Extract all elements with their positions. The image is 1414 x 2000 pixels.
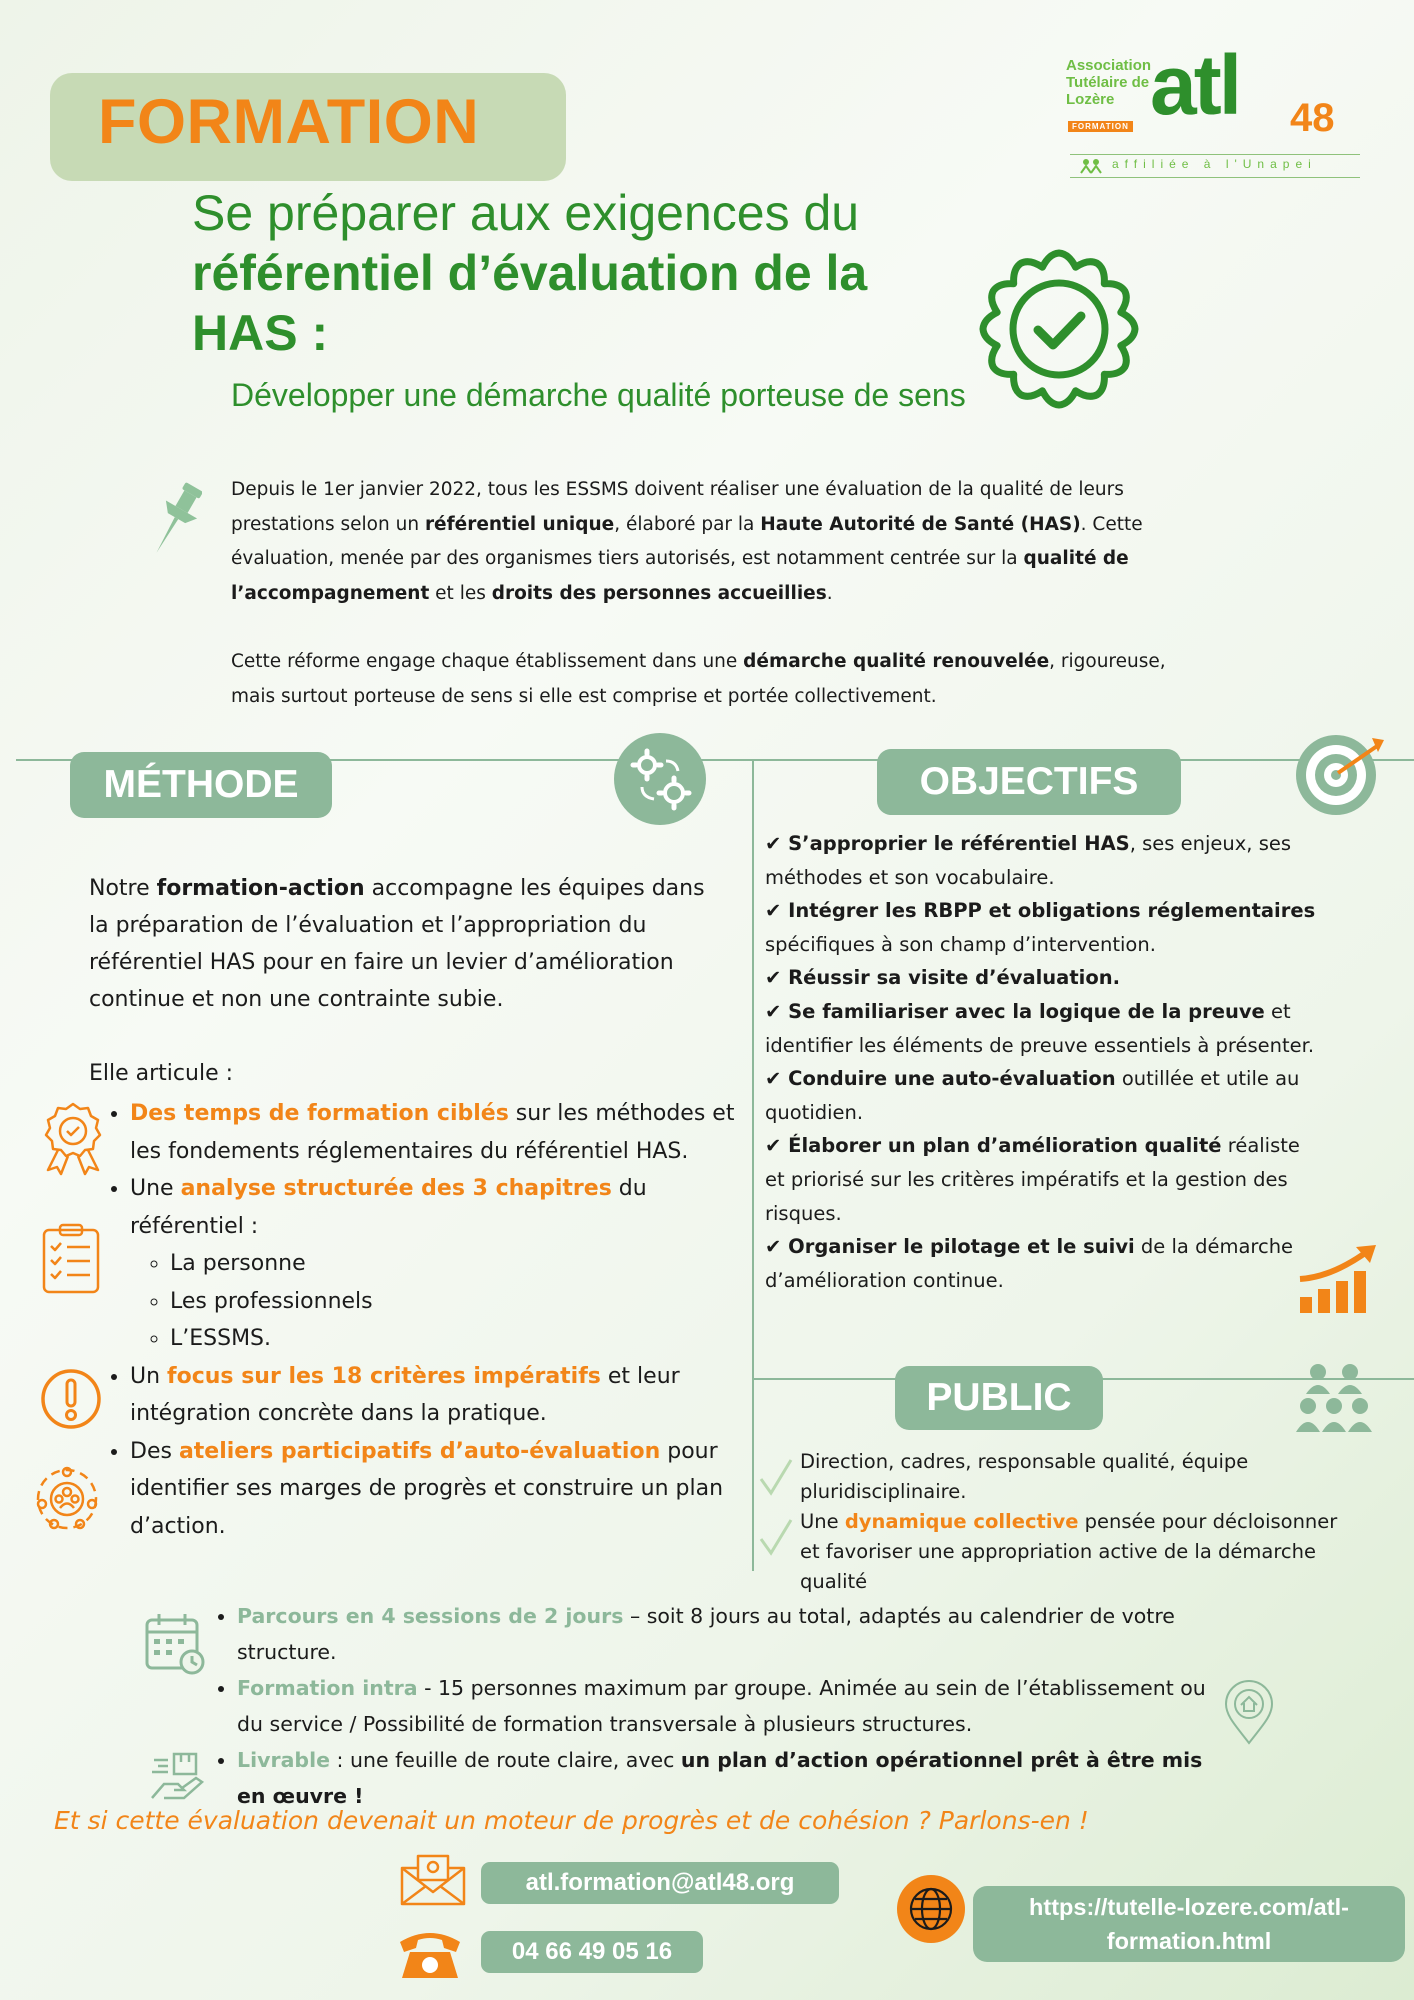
quality-badge-icon: [978, 248, 1140, 410]
chapter-list: [130, 1245, 750, 1358]
text-run: sur les méthodes et les fondements réglementaires du référentiel HAS.: [130, 1101, 735, 1164]
text-run: accompagne les équipes dans la préparation de l’évaluation et l’appropriation du référentiel HAS pour en faire un levier d’amélioration continue et non une contrainte subie.: [89, 876, 705, 1012]
methode-paragraph: [89, 870, 709, 1018]
info-item: [237, 1742, 1237, 1814]
public-list: [800, 1447, 1340, 1597]
text-run: formation-action: [156, 876, 365, 901]
workshop-group-icon: [34, 1466, 100, 1532]
text-run: Une: [800, 1510, 845, 1533]
objective-item: [765, 1062, 1325, 1129]
email-link[interactable]: atl.formation@atl48.org: [481, 1862, 839, 1904]
objective-item: [765, 894, 1325, 961]
globe-icon: [896, 1874, 966, 1944]
text-run: analyse structurée des 3 chapitres: [180, 1176, 612, 1201]
intro-paragraph-1: [231, 473, 1211, 611]
info-item: [237, 1598, 1237, 1670]
gears-icon: [614, 733, 706, 825]
text-run: . Cette évaluation, menée par des organismes tiers autorisés, est notamment centrée sur la: [231, 513, 1143, 570]
text-run: Se familiariser avec la logique de la preuve: [788, 999, 1265, 1023]
text-run: démarche qualité renouvelée: [743, 651, 1050, 673]
banner-title: FORMATION: [98, 87, 480, 157]
check-icon: ✔: [765, 832, 789, 855]
intro-paragraph-2: [231, 645, 1211, 714]
methode-heading: MÉTHODE: [70, 752, 332, 818]
logo-line-1: Association: [1066, 57, 1152, 74]
checklist-icon: [40, 1222, 102, 1294]
chapter-item: ◦ La personne: [170, 1245, 750, 1283]
public-item: [800, 1447, 1340, 1507]
check-icon: ✔: [765, 999, 789, 1023]
text-run: de la démarche d’amélioration continue.: [765, 1235, 1294, 1292]
text-run: Notre: [89, 876, 157, 901]
text-run: un plan d’action opérationnel prêt à être mis en œuvre !: [237, 1748, 1203, 1808]
check-icon: ✔: [765, 1067, 789, 1091]
column-divider: [752, 759, 754, 1571]
text-run: Élaborer un plan d’amélioration qualité: [788, 1134, 1222, 1158]
objective-item: [765, 1230, 1325, 1297]
methode-lead: Elle articule :: [89, 1061, 234, 1086]
list-item: [130, 1358, 750, 1433]
text-run: Intégrer les RBPP et obligations réglementaires: [788, 899, 1316, 923]
methode-item-text: [130, 1364, 680, 1427]
award-ribbon-icon: [40, 1100, 106, 1176]
text-run: Cette réforme engage chaque établissement dans une: [231, 651, 744, 673]
public-item: [800, 1507, 1340, 1597]
audience-icon: [1296, 1360, 1376, 1440]
logo-brand-number: 48: [1290, 96, 1335, 140]
email-icon: [400, 1854, 466, 1906]
text-run: ateliers participatifs d’auto-évaluation: [178, 1438, 661, 1464]
info-list: [207, 1598, 1237, 1814]
check-icon: [758, 1517, 794, 1557]
check-icon: ✔: [765, 899, 789, 923]
text-run: Parcours en 4 sessions de 2 jours: [237, 1604, 624, 1628]
objective-item: [765, 1129, 1325, 1230]
alert-icon: [40, 1368, 102, 1430]
text-run: - 15 personnes maximum par groupe. Animée au sein de l’établissement ou du service / Possibilité de formation transversale à plusieurs structures.: [237, 1676, 1206, 1736]
text-run: Livrable: [237, 1748, 331, 1772]
logo-brand: atl: [1150, 38, 1240, 132]
text-run: droits des personnes accueillies: [491, 582, 827, 604]
tagline: Et si cette évaluation devenait un moteur de progrès et de cohésion ? Parlons-en !: [54, 1806, 1089, 1835]
text-run: Formation intra: [237, 1676, 418, 1700]
text-run: Un: [130, 1363, 168, 1389]
objective-item: [765, 995, 1325, 1062]
methode-item-text: [130, 1101, 734, 1164]
text-run: Haute Autorité de Santé (HAS): [760, 513, 1081, 535]
objective-item: [765, 827, 1325, 894]
phone-number[interactable]: 04 66 49 05 16: [481, 1931, 703, 1973]
text-run: , élaboré par la: [614, 513, 761, 535]
text-run: Des: [130, 1438, 179, 1464]
objectifs-heading: OBJECTIFS: [877, 749, 1181, 815]
target-icon: [1296, 730, 1386, 820]
people-icon: [1080, 158, 1104, 174]
text-run: Depuis le 1er janvier 2022, tous les ESSMS doivent réaliser une évaluation de la qualité de leurs prestations selon un: [231, 479, 1124, 535]
public-heading: PUBLIC: [895, 1366, 1103, 1430]
title-line-1: Se préparer aux exigences du: [192, 185, 860, 241]
check-icon: ✔: [765, 1134, 789, 1158]
deliverable-hand-icon: [148, 1750, 206, 1808]
text-run: outillée et utile au quotidien.: [765, 1067, 1300, 1124]
text-run: qualité de l’accompagnement: [231, 548, 1129, 604]
chapter-item: ◦ L’ESSMS.: [170, 1320, 750, 1358]
logo-line-3: Lozère: [1066, 91, 1115, 108]
text-run: Réussir sa visite d’évaluation.: [788, 966, 1121, 990]
text-run: dynamique collective: [844, 1510, 1079, 1533]
pushpin-icon: [150, 478, 202, 560]
text-run: Une: [130, 1176, 181, 1201]
text-run: pour identifier ses marges de progrès et construire un plan d’action.: [130, 1438, 724, 1539]
text-run: Organiser le pilotage et le suivi: [788, 1235, 1135, 1259]
info-item: [237, 1670, 1237, 1742]
methode-list: [100, 1095, 750, 1545]
text-run: réaliste et priorisé sur les critères impératifs et la gestion des risques.: [765, 1134, 1300, 1225]
text-run: Direction, cadres, responsable qualité, équipe pluridisciplinaire.: [800, 1450, 1249, 1503]
text-run: pensée pour décloisonner et favoriser une appropriation active de la démarche qualité: [800, 1510, 1338, 1593]
check-icon: ✔: [765, 966, 789, 990]
methode-item-text: [130, 1176, 647, 1239]
text-run: , rigoureuse, mais surtout porteuse de sens si elle est comprise et portée collectivement.: [231, 651, 1166, 707]
website-url-line-2: formation.html: [1106, 1928, 1272, 1954]
website-link[interactable]: [973, 1886, 1405, 1962]
text-run: du référentiel :: [130, 1176, 647, 1239]
list-item: [130, 1095, 750, 1170]
subtitle: Développer une démarche qualité porteuse de sens: [231, 377, 966, 413]
intro-text: [231, 473, 1211, 715]
title-line-2: référentiel d’évaluation de la HAS :: [192, 245, 868, 361]
text-run: – soit 8 jours au total, adaptés au calendrier de votre structure.: [237, 1604, 1175, 1664]
text-run: et identifier les éléments de preuve essentiels à présenter.: [765, 999, 1315, 1057]
objective-item: [765, 961, 1325, 995]
text-run: Conduire une auto-évaluation: [788, 1067, 1116, 1091]
text-run: et les: [429, 582, 492, 604]
list-item: [130, 1170, 750, 1358]
objectifs-list: [765, 827, 1325, 1297]
methode-text: [89, 870, 709, 1092]
text-run: : une feuille de route claire, avec: [330, 1748, 681, 1772]
list-item: [130, 1433, 750, 1546]
telephone-icon: [396, 1922, 464, 1980]
website-url-line-1: https://tutelle-lozere.com/atl-: [1029, 1894, 1349, 1920]
text-run: spécifiques à son champ d’intervention.: [765, 932, 1156, 956]
text-run: focus sur les 18 critères impératifs: [167, 1363, 601, 1389]
check-icon: [758, 1457, 794, 1497]
logo-affiliation: affiliée à l'Unapei: [1112, 157, 1317, 171]
logo-formation-tag: FORMATION: [1068, 121, 1133, 132]
text-run: , ses enjeux, ses méthodes et son vocabulaire.: [765, 832, 1292, 889]
check-icon: ✔: [765, 1235, 789, 1259]
logo-line-2: Tutélaire de: [1066, 74, 1150, 91]
growth-chart-icon: [1298, 1243, 1378, 1315]
methode-item-text: [130, 1439, 723, 1539]
text-run: référentiel unique: [424, 513, 615, 535]
text-run: Des temps de formation ciblés: [130, 1101, 509, 1126]
text-run: et leur intégration concrète dans la pratique.: [130, 1363, 680, 1426]
chapter-item: ◦ Les professionnels: [170, 1283, 750, 1321]
calendar-clock-icon: [144, 1612, 206, 1676]
text-run: .: [826, 582, 833, 604]
text-run: S’approprier le référentiel HAS: [788, 832, 1130, 855]
